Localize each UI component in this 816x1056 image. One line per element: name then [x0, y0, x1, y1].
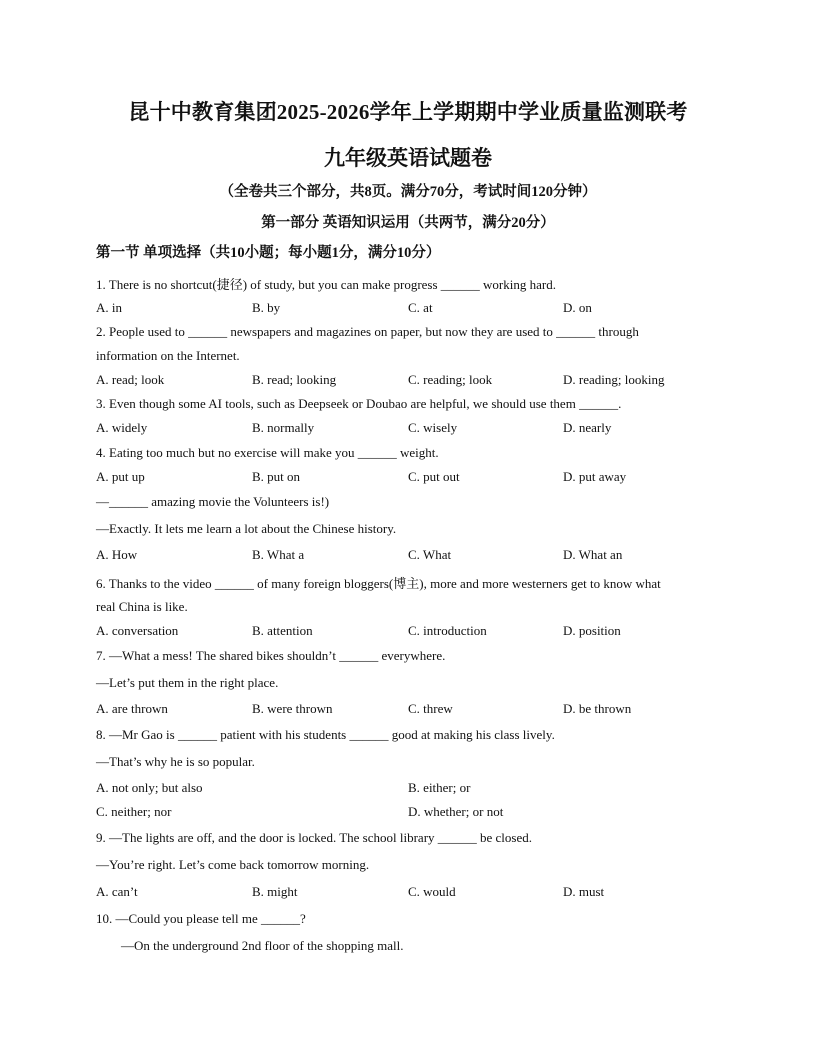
q7-option-c: C. threw	[408, 701, 453, 716]
q2-option-a: A. read; look	[96, 372, 165, 387]
q6-option-d: D. position	[563, 623, 621, 638]
part-heading: 第一部分 英语知识运用（共两节，满分20分）	[261, 215, 555, 231]
question-7-reply: —Let’s put them in the right place.	[96, 675, 279, 690]
q9-option-c: C. would	[408, 884, 456, 899]
question-1-text: 1. There is no shortcut(捷径) of study, but you can make progress ______ working hard.	[96, 277, 556, 292]
question-9-text: 9. —The lights are off, and the door is locked. The school library ______ be closed.	[96, 830, 533, 845]
q5-option-c: C. What	[408, 547, 452, 562]
q7-option-d: D. be thrown	[563, 701, 632, 716]
question-8-text: 8. —Mr Gao is ______ patient with his students ______ good at making his class lively.	[96, 727, 555, 742]
q9-option-b: B. might	[252, 884, 298, 899]
q8-option-b: B. either; or	[408, 780, 471, 795]
q1-option-d: D. on	[563, 300, 592, 315]
exam-note: （全卷共三个部分，共8页。满分70分，考试时间120分钟）	[219, 184, 597, 200]
q6-option-a: A. conversation	[96, 623, 179, 638]
q1-option-b: B. by	[252, 300, 281, 315]
question-10-text: 10. —Could you please tell me ______?	[96, 911, 306, 926]
q2-option-d: D. reading; looking	[563, 372, 665, 387]
question-2-text-cont: information on the Internet.	[96, 348, 240, 363]
question-2-text: 2. People used to ______ newspapers and magazines on paper, but now they are used to ______ through	[96, 324, 639, 339]
question-3-text: 3. Even though some AI tools, such as Deepseek or Doubao are helpful, we should use them ______.	[96, 396, 622, 411]
q5-option-a: A. How	[96, 547, 138, 562]
q1-option-a: A. in	[96, 300, 122, 315]
q1-option-c: C. at	[408, 300, 433, 315]
question-6-text: 6. Thanks to the video ______ of many foreign bloggers(博主), more and more westerners get to know what	[96, 576, 661, 591]
q9-option-a: A. can’t	[96, 884, 138, 899]
q4-option-b: B. put on	[252, 469, 301, 484]
q8-option-a: A. not only; but also	[96, 780, 203, 795]
exam-subtitle: 九年级英语试题卷	[324, 146, 492, 170]
question-5-reply: —Exactly. It lets me learn a lot about the Chinese history.	[96, 521, 397, 536]
q8-option-d: D. whether; or not	[408, 804, 504, 819]
question-8-reply: —That’s why he is so popular.	[96, 754, 255, 769]
q4-option-c: C. put out	[408, 469, 460, 484]
q6-option-c: C. introduction	[408, 623, 487, 638]
exam-title: 昆十中教育集团2025-2026学年上学期期中学业质量监测联考	[128, 100, 688, 124]
q7-option-b: B. were thrown	[252, 701, 333, 716]
q2-option-c: C. reading; look	[408, 372, 493, 387]
question-10-reply: —On the underground 2nd floor of the shopping mall.	[121, 938, 404, 953]
q3-option-b: B. normally	[252, 420, 315, 435]
question-7-text: 7. —What a mess! The shared bikes shouldn’t ______ everywhere.	[96, 648, 446, 663]
q6-option-b: B. attention	[252, 623, 313, 638]
q9-option-d: D. must	[563, 884, 605, 899]
q2-option-b: B. read; looking	[252, 372, 337, 387]
question-4-text: 4. Eating too much but no exercise will make you ______ weight.	[96, 445, 439, 460]
question-9-reply: —You’re right. Let’s come back tomorrow morning.	[96, 857, 370, 872]
q3-option-a: A. widely	[96, 420, 148, 435]
q7-option-a: A. are thrown	[96, 701, 168, 716]
q4-option-d: D. put away	[563, 469, 627, 484]
section-heading: 第一节 单项选择（共10小题；每小题1分，满分10分）	[96, 245, 441, 261]
question-6-text-cont: real China is like.	[96, 599, 188, 614]
q5-option-d: D. What an	[563, 547, 623, 562]
q5-option-b: B. What a	[252, 547, 305, 562]
q4-option-a: A. put up	[96, 469, 145, 484]
q8-option-c: C. neither; nor	[96, 804, 172, 819]
q3-option-d: D. nearly	[563, 420, 612, 435]
question-5-text: —______ amazing movie the Volunteers is!)	[96, 494, 330, 509]
q3-option-c: C. wisely	[408, 420, 458, 435]
